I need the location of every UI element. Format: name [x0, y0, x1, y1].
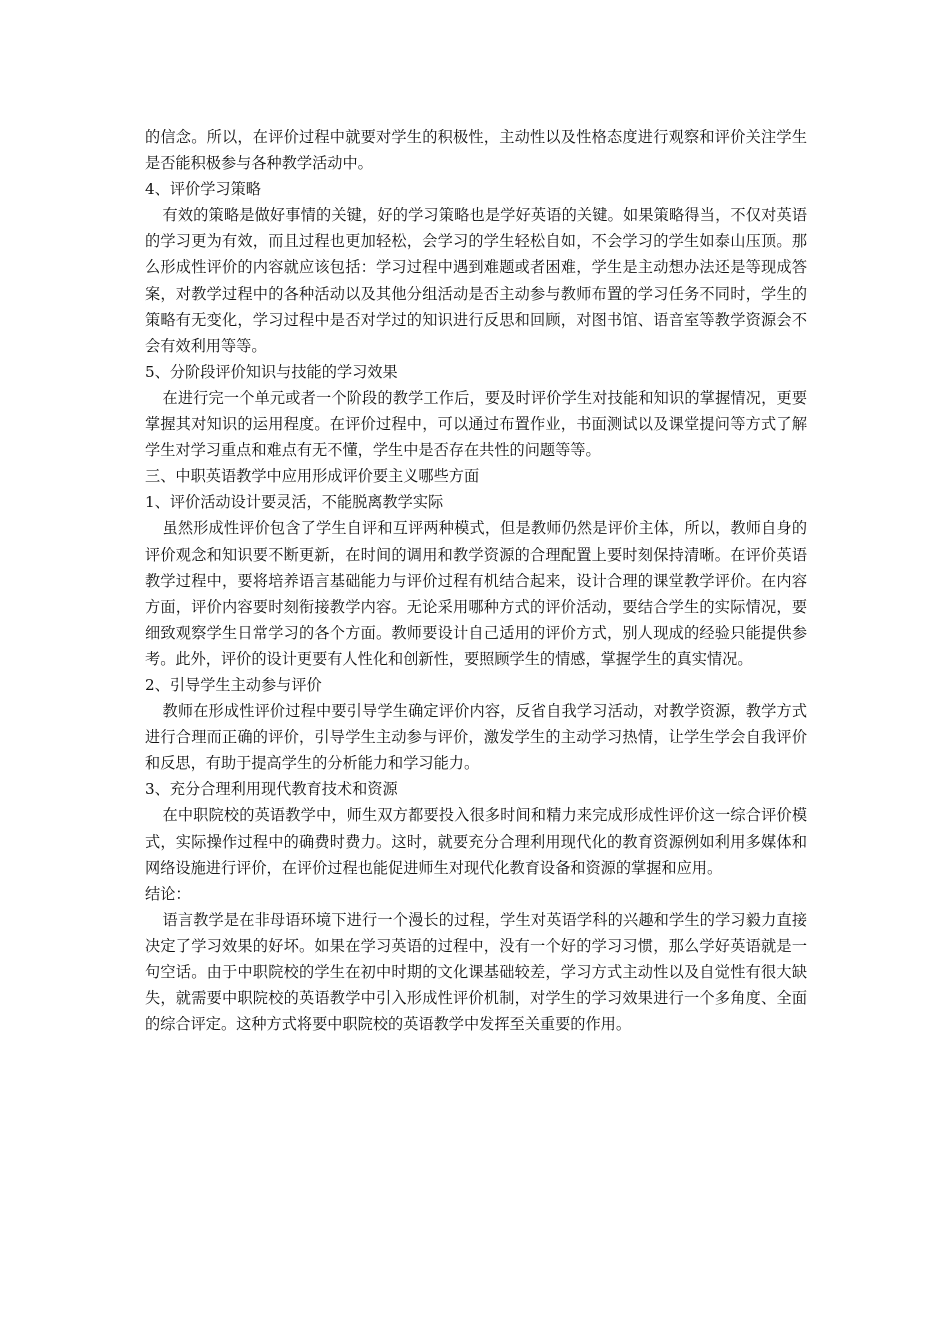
section-heading-student-participation: 2、引导学生主动参与评价 — [145, 675, 322, 694]
paragraph-strategy: 有效的策略是做好事情的关键，好的学习策略也是学好英语的关键。如果策略得当，不仅对英语的学习更为有效，而且过程也更加轻松，会学习的学生轻松自如，不会学习的学生如泰山压顶。那么形成性评价的内容就应该包括：学习过程中遇到难题或者困难，学生是主动想办法还是等现成答案，对教学过程中的各种活动以及其他分组活动是否主动参与教师布置的学习任务不同时，学生的策略有无变化，学习过程中是否对学过的知识进行反思和回顾，对图书馆、语音室等教学资源会不会有效利用等等。 — [145, 206, 807, 355]
paragraph-continued: 的信念。所以，在评价过程中就要对学生的积极性，主动性以及性格态度进行观察和评价关注学生是否能积极参与各种教学活动中。 — [145, 128, 807, 173]
paragraph-flexible-design: 虽然形成性评价包含了学生自评和互评两种模式，但是教师仍然是评价主体，所以，教师自身的评价观念和知识要不断更新，在时间的调用和教学资源的合理配置上要时刻保持清晰。在评价英语教学过程中，要将培养语言基础能力与评价过程有机结合起来，设计合理的课堂教学评价。在内容方面，评价内容要时刻衔接教学内容。无论采用哪种方式的评价活动，要结合学生的实际情况，要细致观察学生日常学习的各个方面。教师要设计自己适用的评价方式，别人现成的经验只能提供参考。此外，评价的设计更要有人性化和创新性，要照顾学生的情感，掌握学生的真实情况。 — [145, 519, 807, 668]
document-page — [145, 124, 807, 1037]
paragraph-staged-evaluation: 在进行完一个单元或者一个阶段的教学工作后，要及时评价学生对技能和知识的掌握情况，更要掌握其对知识的运用程度。在评价过程中，可以通过布置作业，书面测试以及课堂提问等方式了解学生对学习重点和难点有无不懂，学生中是否存在共性的问题等等。 — [145, 388, 807, 460]
paragraph-modern-technology: 在中职院校的英语教学中，师生双方都要投入很多时间和精力来完成形成性评价这一综合评价模式，实际操作过程中的确费时费力。这时，就要充分合理利用现代化的教育资源例如利用多媒体和网络设施进行评价，在评价过程也能促进师生对现代化教育设备和资源的掌握和应用。 — [145, 806, 807, 877]
paragraph-student-participation: 教师在形成性评价过程中要引导学生确定评价内容，反省自我学习活动，对教学资源，教学方式进行合理而正确的评价，引导学生主动参与评价，激发学生的主动学习热情，让学生学会自我评价和反思，有助于提高学生的分析能力和学习能力。 — [145, 702, 807, 773]
section-heading-staged-evaluation: 5、分阶段评价知识与技能的学习效果 — [145, 362, 398, 381]
chapter-heading-three: 三、中职英语教学中应用形成评价要主义哪些方面 — [145, 467, 480, 486]
section-heading-modern-technology: 3、充分合理利用现代教育技术和资源 — [145, 780, 398, 799]
section-heading-flexible-design: 1、评价活动设计要灵活，不能脱离教学实际 — [145, 493, 444, 512]
conclusion-heading: 结论： — [145, 884, 191, 903]
paragraph-conclusion: 语言教学是在非母语环境下进行一个漫长的过程，学生对英语学科的兴趣和学生的学习毅力直接决定了学习效果的好坏。如果在学习英语的过程中，没有一个好的学习习惯，那么学好英语就是一句空话。由于中职院校的学生在初中时期的文化课基础较差，学习方式主动性以及自觉性有很大缺失，就需要中职院校的英语教学中引入形成性评价机制，对学生的学习效果进行一个多角度、全面的综合评定。这种方式将要中职院校的英语教学中发挥至关重要的作用。 — [145, 910, 807, 1034]
section-heading-evaluate-strategy: 4、评价学习策略 — [145, 180, 261, 199]
